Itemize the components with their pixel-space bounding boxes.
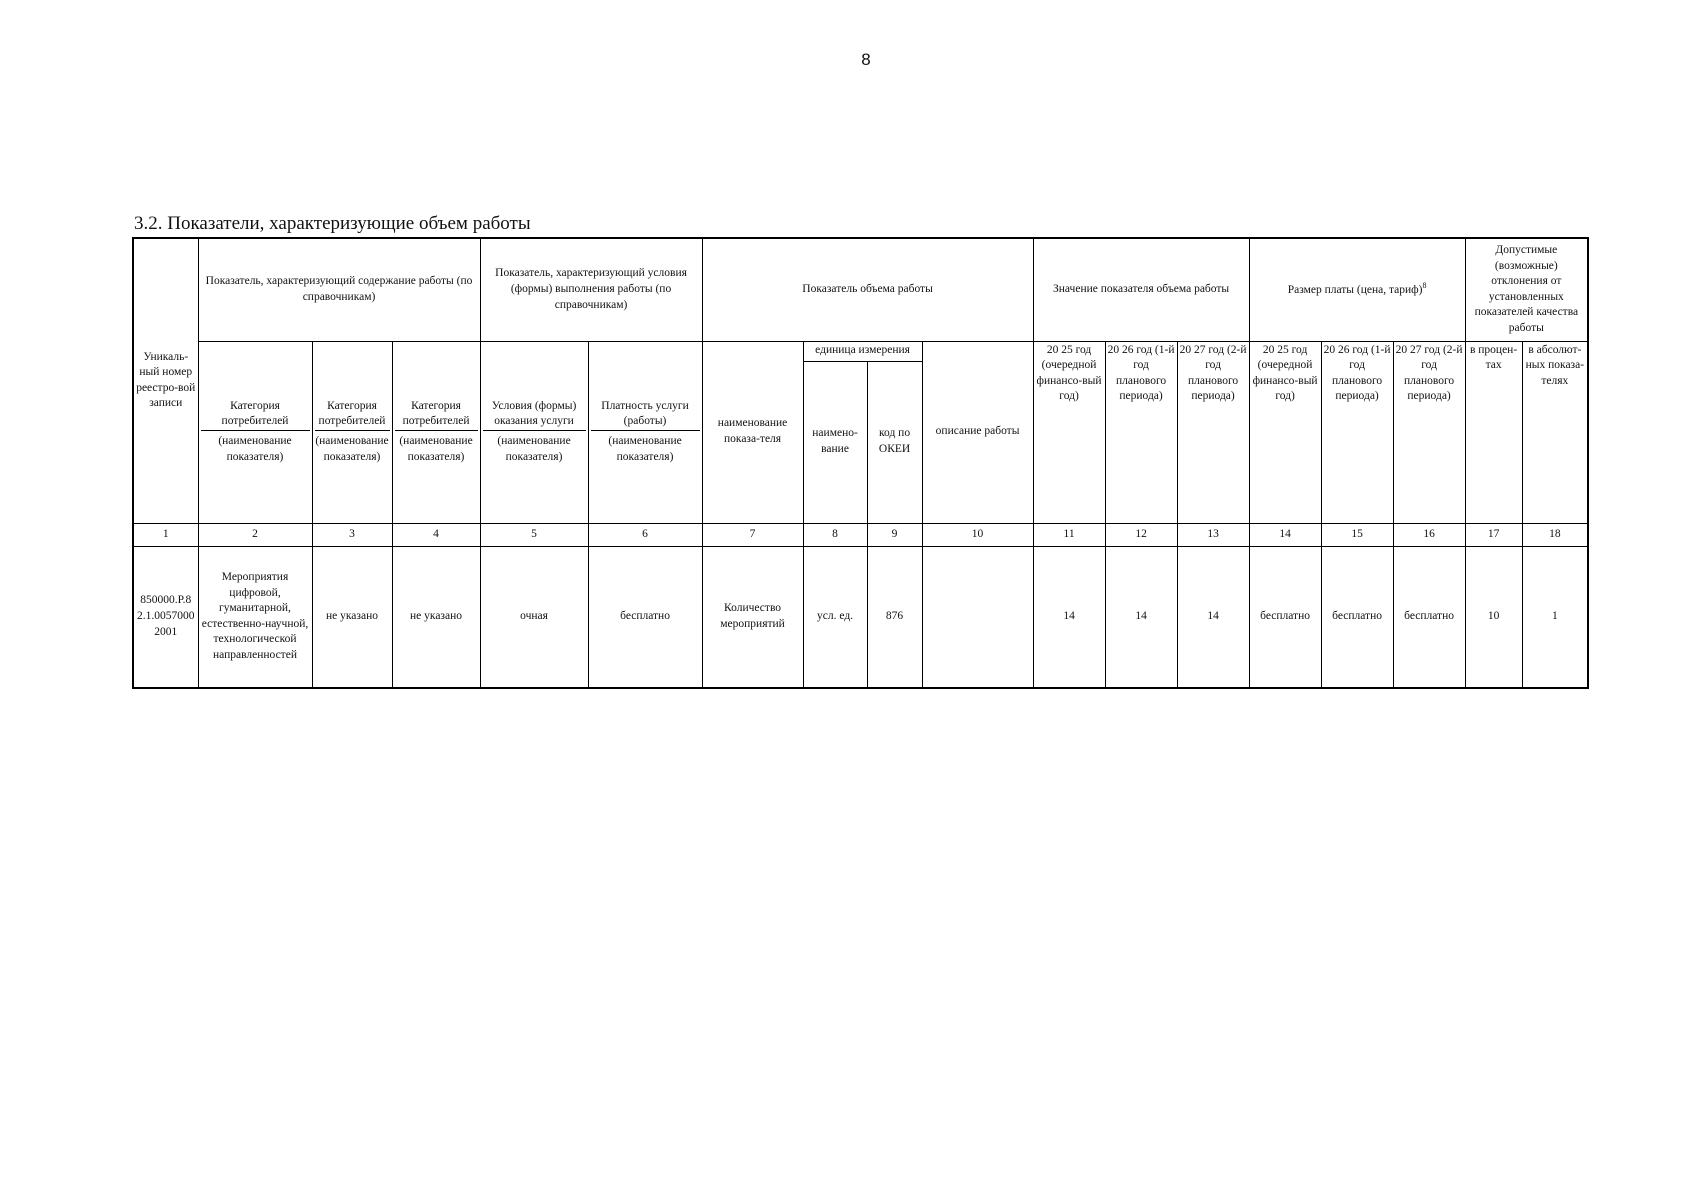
volume-indicators-table — [132, 237, 1589, 689]
header-volume-value: Значение показателя объема работы — [1033, 238, 1249, 341]
fee-footnote-mark: 8 — [1422, 281, 1427, 291]
cell-okei-code: 876 — [867, 546, 922, 688]
header-col-6 — [588, 341, 702, 523]
col-number: 14 — [1249, 523, 1321, 546]
cell-fee-2027: бесплатно — [1393, 546, 1465, 688]
header-col-17: в процен-тах — [1465, 341, 1522, 523]
section-title: 3.2. Показатели, характеризующие объем работы — [134, 213, 531, 234]
col-number: 10 — [922, 523, 1033, 546]
header-col-18: в абсолют-ных показа-телях — [1522, 341, 1588, 523]
col-number: 2 — [198, 523, 312, 546]
cell-value-2025: 14 — [1033, 546, 1105, 688]
fee-size-label: Размер платы (цена, тариф) — [1287, 283, 1423, 296]
header-col-8: наимено-вание — [803, 361, 867, 523]
cell-payment: бесплатно — [588, 546, 702, 688]
header-col-11: 20 25 год (очередной финансо-вый год) — [1033, 341, 1105, 523]
col-number: 12 — [1105, 523, 1177, 546]
col-number: 13 — [1177, 523, 1249, 546]
header-col-7: наименование показа-теля — [702, 341, 803, 523]
col-number: 4 — [392, 523, 480, 546]
header-col-16: 20 27 год (2-й год планового периода) — [1393, 341, 1465, 523]
cell-registry-number: 850000.Р.82.1.00570002001 — [133, 546, 198, 688]
cell-indicator-name: Количество мероприятий — [702, 546, 803, 688]
col3-subtitle: (наименование показателя) — [315, 435, 389, 463]
header-col-12: 20 26 год (1-й год планового периода) — [1105, 341, 1177, 523]
col-number: 18 — [1522, 523, 1588, 546]
col-number: 15 — [1321, 523, 1393, 546]
cell-fee-2026: бесплатно — [1321, 546, 1393, 688]
cell-fee-2025: бесплатно — [1249, 546, 1321, 688]
col-number: 17 — [1465, 523, 1522, 546]
col2-title: Категория потребителей — [201, 399, 310, 431]
cell-deviation-percent: 10 — [1465, 546, 1522, 688]
col4-subtitle: (наименование показателя) — [399, 435, 473, 463]
col-number: 5 — [480, 523, 588, 546]
col-number: 9 — [867, 523, 922, 546]
header-col-9: код по ОКЕИ — [867, 361, 922, 523]
col-number: 7 — [702, 523, 803, 546]
cell-consumer-category: Мероприятия цифровой, гуманитарной, естественно-научной, технологической направленностей — [198, 546, 312, 688]
col-number: 1 — [133, 523, 198, 546]
col-number: 8 — [803, 523, 867, 546]
table-row — [133, 546, 1588, 688]
header-content-indicator: Показатель, характеризующий содержание работы (по справочникам) — [198, 238, 480, 341]
col5-title: Условия (формы) оказания услуги — [483, 399, 586, 431]
header-col-10: описание работы — [922, 341, 1033, 523]
col2-subtitle: (наименование показателя) — [218, 435, 292, 463]
header-col-3 — [312, 341, 392, 523]
header-col-5 — [480, 341, 588, 523]
cell-category-2: не указано — [312, 546, 392, 688]
col6-subtitle: (наименование показателя) — [608, 435, 682, 463]
header-conditions-indicator: Показатель, характеризующий условия (формы) выполнения работы (по справочникам) — [480, 238, 702, 341]
cell-category-3: не указано — [392, 546, 480, 688]
column-number-row — [133, 523, 1588, 546]
cell-unit-name: усл. ед. — [803, 546, 867, 688]
col-number: 3 — [312, 523, 392, 546]
header-unit-group: единица измерения — [803, 341, 922, 361]
col6-title: Платность услуги (работы) — [591, 399, 700, 431]
header-volume-indicator: Показатель объема работы — [702, 238, 1033, 341]
header-col-13: 20 27 год (2-й год планового периода) — [1177, 341, 1249, 523]
header-col-14: 20 25 год (очередной финансо-вый год) — [1249, 341, 1321, 523]
cell-value-2027: 14 — [1177, 546, 1249, 688]
cell-value-2026: 14 — [1105, 546, 1177, 688]
col-number: 6 — [588, 523, 702, 546]
cell-work-description — [922, 546, 1033, 688]
col-number: 16 — [1393, 523, 1465, 546]
header-col-2 — [198, 341, 312, 523]
col-number: 11 — [1033, 523, 1105, 546]
cell-form: очная — [480, 546, 588, 688]
header-unique-number: Уникаль-ный номер реестро-вой записи — [133, 238, 198, 523]
header-col-15: 20 26 год (1-й год планового периода) — [1321, 341, 1393, 523]
header-allowed-deviation: Допустимые (возможные) отклонения от установленных показателей качества работы — [1465, 238, 1588, 341]
header-col-4 — [392, 341, 480, 523]
col4-title: Категория потребителей — [395, 399, 478, 431]
header-fee-size — [1249, 238, 1465, 341]
col5-subtitle: (наименование показателя) — [497, 435, 571, 463]
col3-title: Категория потребителей — [315, 399, 390, 431]
cell-deviation-absolute: 1 — [1522, 546, 1588, 688]
page-number: 8 — [861, 50, 871, 69]
